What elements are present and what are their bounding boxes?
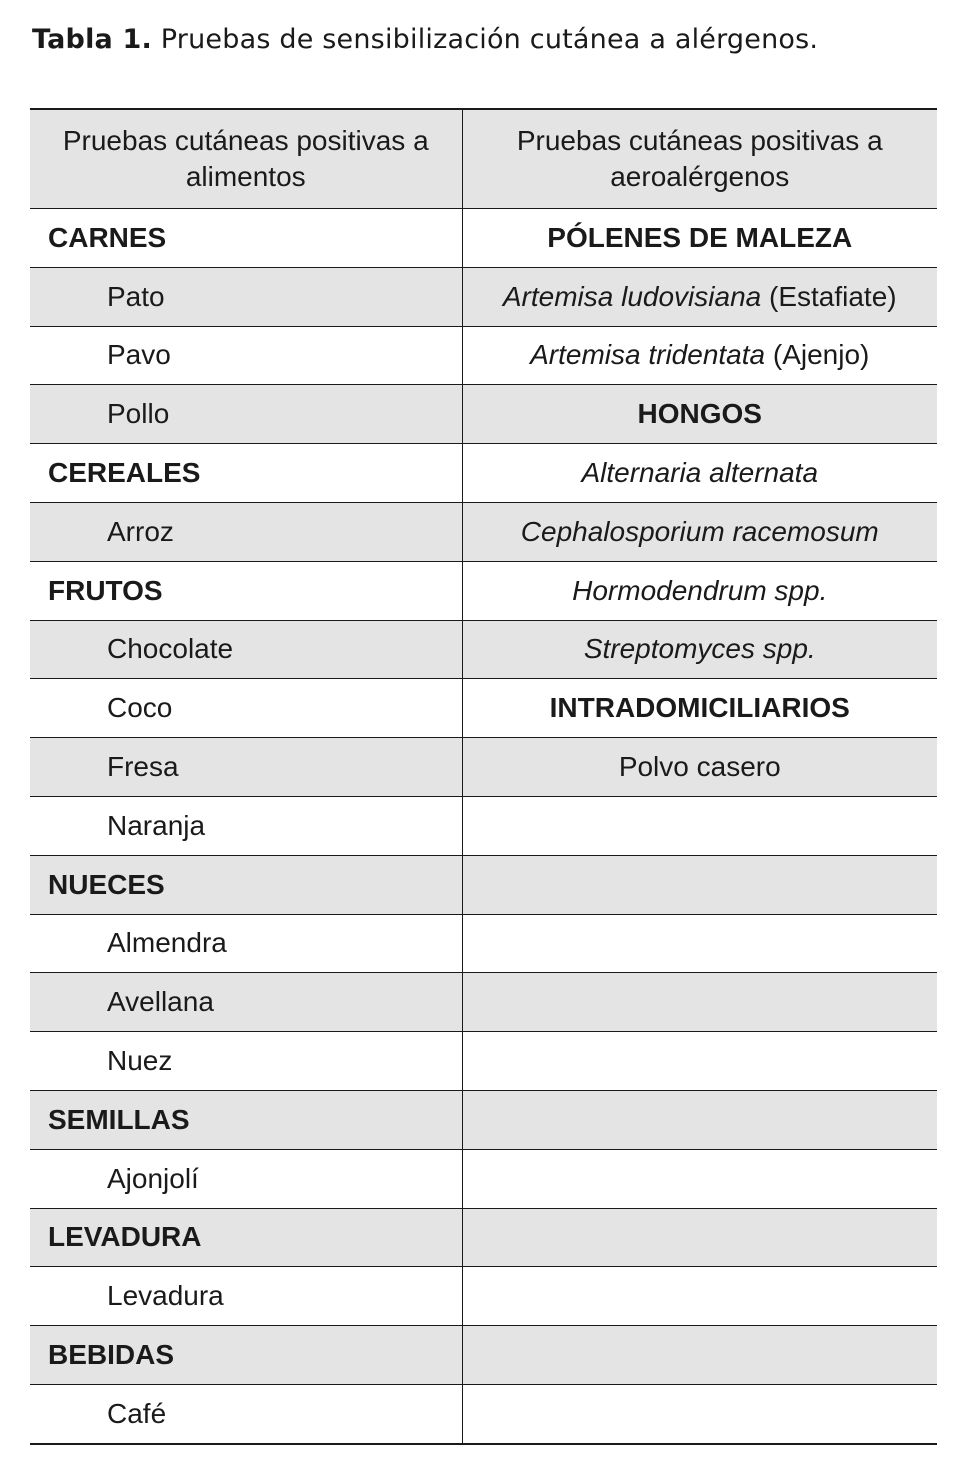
- aero-empty-cell: [462, 1384, 937, 1443]
- species-name: Alternaria alternata: [581, 457, 819, 489]
- table-row: [30, 1208, 937, 1267]
- food-item-cell: Café: [30, 1384, 462, 1443]
- aero-empty-cell: [462, 855, 937, 914]
- species-name: Cephalosporium racemosum: [520, 515, 879, 547]
- caption-text: Pruebas de sensibilización cutánea a alérgenos.: [152, 24, 819, 55]
- food-item-cell: Naranja: [30, 796, 462, 855]
- table-row: [30, 1149, 937, 1208]
- aero-empty-cell: [462, 796, 937, 855]
- food-category-cell: BEBIDAS: [30, 1326, 462, 1385]
- table-row: [30, 796, 937, 855]
- table-row: [30, 1267, 937, 1326]
- common-name: (Estafiate): [761, 280, 897, 312]
- food-item-cell: Chocolate: [30, 620, 462, 679]
- table-caption: [32, 24, 818, 55]
- food-item-cell: Nuez: [30, 1032, 462, 1091]
- food-item-cell: Ajonjolí: [30, 1149, 462, 1208]
- table-row: [30, 973, 937, 1032]
- food-item-cell: Arroz: [30, 502, 462, 561]
- aero-species-cell: [462, 502, 937, 561]
- header-row: [30, 109, 937, 209]
- aero-category-cell: INTRADOMICILIARIOS: [462, 679, 937, 738]
- food-category-cell: CEREALES: [30, 444, 462, 503]
- food-category-cell: NUECES: [30, 855, 462, 914]
- aero-species-cell: [462, 620, 937, 679]
- table-row: [30, 1032, 937, 1091]
- table-row: [30, 855, 937, 914]
- aero-empty-cell: [462, 914, 937, 973]
- table-row: [30, 1384, 937, 1443]
- caption-label: Tabla 1.: [32, 24, 153, 55]
- food-category-cell: FRUTOS: [30, 561, 462, 620]
- species-name: Hormodendrum spp.: [572, 574, 828, 606]
- aero-species-cell: [462, 326, 937, 385]
- aero-empty-cell: [462, 1149, 937, 1208]
- aero-empty-cell: [462, 973, 937, 1032]
- table-row: [30, 914, 937, 973]
- table-row: [30, 385, 937, 444]
- table-row: [30, 679, 937, 738]
- food-item-cell: Pato: [30, 267, 462, 326]
- table-body: [30, 209, 937, 1444]
- species-name: Streptomyces spp.: [583, 633, 816, 665]
- header-food: Pruebas cutáneas positivas a alimentos: [30, 109, 462, 209]
- food-item-cell: Fresa: [30, 738, 462, 797]
- table-row: [30, 267, 937, 326]
- table-row: [30, 738, 937, 797]
- aero-empty-cell: [462, 1326, 937, 1385]
- table-row: [30, 1090, 937, 1149]
- food-item-cell: Pollo: [30, 385, 462, 444]
- species-name: Artemisa tridentata: [530, 339, 766, 371]
- table-row: [30, 561, 937, 620]
- table-row: [30, 620, 937, 679]
- table-row: [30, 502, 937, 561]
- species-name: Artemisa ludovisiana: [502, 280, 762, 312]
- table-row: [30, 209, 937, 268]
- aero-category-cell: PÓLENES DE MALEZA: [462, 209, 937, 268]
- aero-item-cell: Polvo casero: [462, 738, 937, 797]
- aero-species-cell: [462, 561, 937, 620]
- table-row: [30, 444, 937, 503]
- food-category-cell: LEVADURA: [30, 1208, 462, 1267]
- food-item-cell: Levadura: [30, 1267, 462, 1326]
- food-item-cell: Coco: [30, 679, 462, 738]
- aero-empty-cell: [462, 1090, 937, 1149]
- common-name: (Ajenjo): [765, 339, 870, 371]
- header-aero: Pruebas cutáneas positivas a aeroalérgenos: [462, 109, 937, 209]
- aero-empty-cell: [462, 1267, 937, 1326]
- food-category-cell: SEMILLAS: [30, 1090, 462, 1149]
- aero-species-cell: [462, 267, 937, 326]
- table-row: [30, 1326, 937, 1385]
- aero-category-cell: HONGOS: [462, 385, 937, 444]
- allergen-table: [30, 108, 937, 1445]
- aero-empty-cell: [462, 1208, 937, 1267]
- aero-empty-cell: [462, 1032, 937, 1091]
- food-item-cell: Almendra: [30, 914, 462, 973]
- food-item-cell: Avellana: [30, 973, 462, 1032]
- aero-species-cell: [462, 444, 937, 503]
- food-item-cell: Pavo: [30, 326, 462, 385]
- food-category-cell: CARNES: [30, 209, 462, 268]
- table-header: [30, 109, 937, 209]
- table-row: [30, 326, 937, 385]
